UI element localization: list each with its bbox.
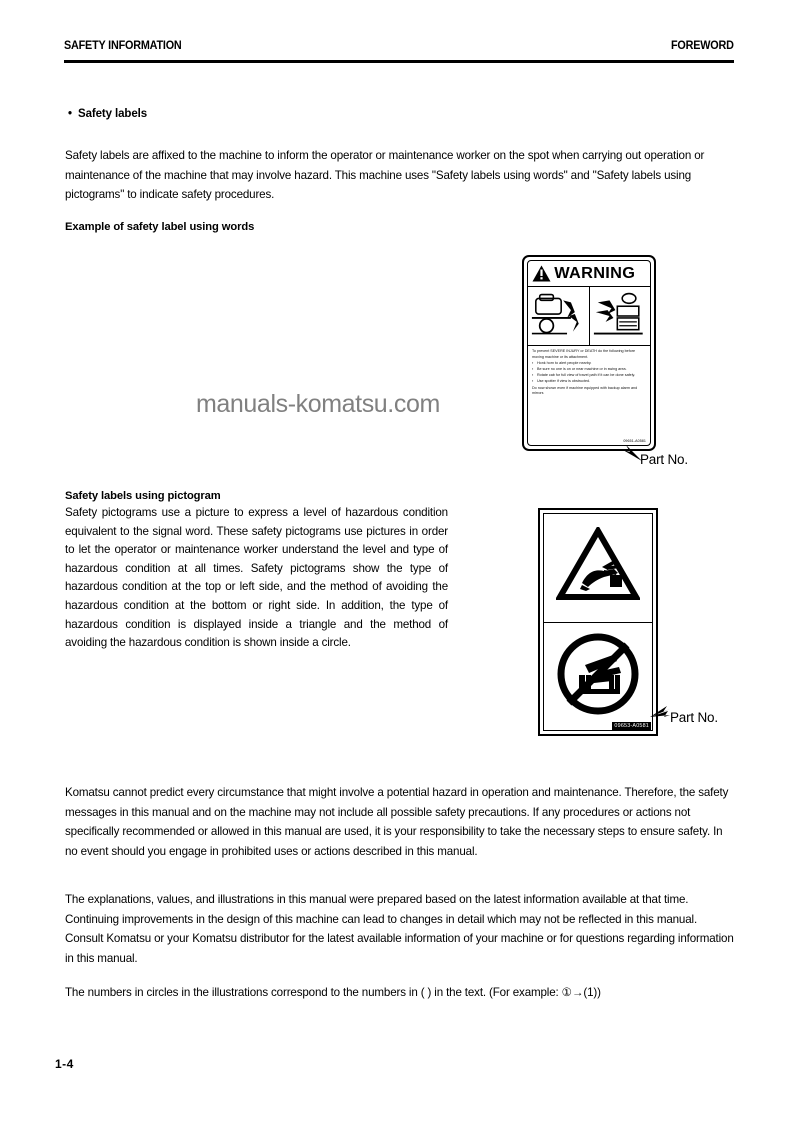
page-number: 1-4 [55,1057,74,1071]
pictogram-heading: Safety labels using pictogram [65,490,221,502]
warning-label-frame [527,260,651,446]
intro-paragraph: Safety labels are affixed to the machine to inform the operator or maintenance worker on the spot when carrying out operation or maintenance of the machine that may involve hazard. This machine uses "Safety labels using words" and "Safety labels using pictograms" to indicate safety procedures. [65,149,705,201]
numbers-paragraph: The numbers in circles in the illustrations correspond to the numbers in ( ) in the text. (For example: ①→(1)) [65,986,601,999]
explanations-paragraph: The explanations, values, and illustrations in this manual were prepared based on the latest information available at that time. Continuing improvements in the design of this machine can lead to changes in detail which may not be reflected in this manual. Consult Komatsu or your Komatsu distributor for the latest available information of your machine or for questions regarding information in this manual. [65,893,734,965]
header-right-title: FOREWORD [671,40,734,52]
safety-labels-heading-label: Safety labels [78,108,148,120]
warning-body-text [528,346,650,437]
warning-bullet-item: ▪ Be sure no one is on or near machine or in swing area. [537,367,646,373]
header-divider [64,60,734,63]
no-entry-prohibition-icon [555,631,641,722]
warning-closing-text: Do now shown even if machine equipped with backup alarm and mirrors [532,385,638,396]
example-words-heading: Example of safety label using words [65,221,255,233]
hazard-triangle-panel [544,514,652,623]
warning-lead-text: To prevent SEVERE INJURY or DEATH do the following before moving machine or its attachment. [532,349,636,359]
watermark: manuals-komatsu.com [196,390,440,418]
prohibition-panel [544,623,652,731]
warning-pictogram-row [528,287,650,346]
warning-bullet-item: ▪ Rotate cab for full view of travel path if it can be done safely. [537,373,646,379]
warning-bullet-item: ▪ Honk horn to alert people nearby. [537,361,646,367]
warning-banner [528,261,650,287]
disclaimer-paragraph: Komatsu cannot predict every circumstance that might involve a potential hazard in operation and maintenance. Therefore, the safety messages in this manual and on the machine may not include all possible safety precautions. If any procedures or actions not specifically recommended or allowed in this manual are used, it is your responsibility to take the necessary steps to ensure safety. In no event should you engage in prohibited uses or actions described in this manual. [65,786,729,858]
warning-triangle-icon [532,265,551,282]
machine-swing-hazard-icon [528,287,589,345]
warning-label-part-number: 09651-A0581 [623,439,646,443]
pictogram-label-part-number: 09653-A0581 [614,723,649,729]
warning-label-illustration [522,255,656,451]
warning-bullet-list [532,361,646,385]
pictogram-label-frame [543,513,653,731]
part-no-arrow-icon [648,705,672,723]
pictogram-label-illustration [538,508,658,736]
operator-cab-rotate-icon [589,287,651,345]
bullet-dot-icon: • [68,108,72,120]
pictogram-paragraph: Safety pictograms use a picture to express a level of hazardous condition equivalent to the signal word. These safety pictograms use pictures in order to let the operator or maintenance worker understand the level and type of hazardous condition at all times. Safety pictograms show the type of hazardous condition at the top or left side, and the method of avoiding the hazardous condition at the bottom or right side. In addition, the type of hazardous condition is displayed inside a triangle and the method of avoiding the hazardous condition is shown inside a circle. [65,506,448,650]
header-left-title: SAFETY INFORMATION [64,40,182,52]
part-no-callout: Part No. [670,710,718,725]
warning-bullet-item: ▪ Use spotter if view is obstructed. [537,379,646,385]
warning-signal-word: WARNING [554,264,636,282]
safety-labels-heading [68,108,147,120]
page-header [64,40,734,52]
part-no-callout: Part No. [640,452,688,467]
crush-hazard-triangle-icon [556,527,640,608]
